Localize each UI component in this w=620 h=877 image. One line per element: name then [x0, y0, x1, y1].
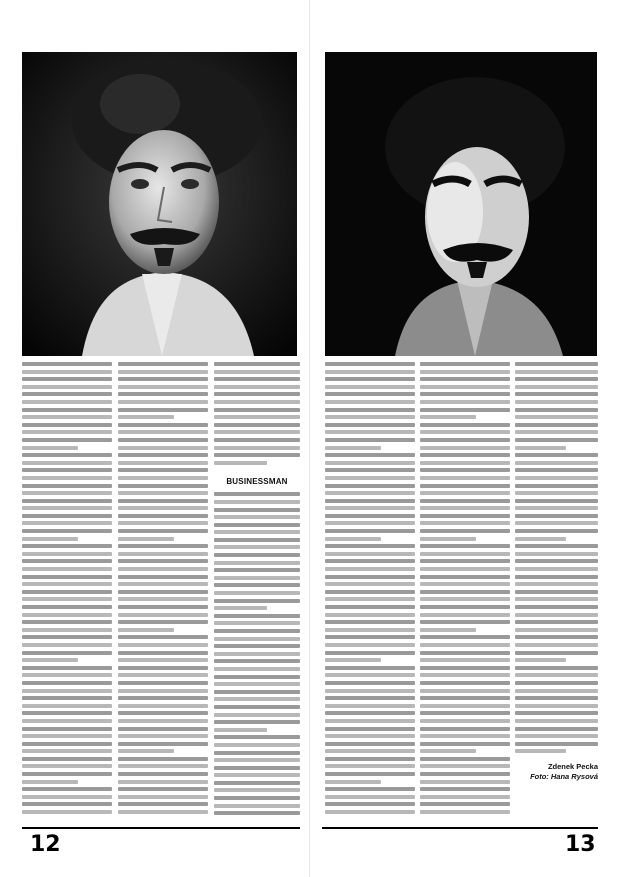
photo-credit: Foto: Hana Rysová [530, 771, 598, 781]
text-column [22, 362, 112, 817]
page-number-left: 12 [30, 832, 61, 857]
portrait-left-image [22, 52, 297, 356]
text-column [214, 362, 300, 817]
text-column [420, 362, 510, 817]
portrait-right-image [325, 52, 597, 356]
portrait-photo-left [22, 52, 297, 356]
page-footer-rule [322, 827, 598, 829]
article-credits [515, 762, 598, 782]
page-number-right: 13 [565, 832, 596, 857]
author-name: Zdenek Pecka [547, 761, 598, 771]
page-footer-rule [22, 827, 300, 829]
text-column [515, 362, 598, 817]
spread-fold [309, 0, 310, 877]
text-column [325, 362, 415, 817]
portrait-photo-right [325, 52, 597, 356]
section-heading: BUSINESSMAN [226, 477, 288, 487]
text-column [118, 362, 208, 817]
